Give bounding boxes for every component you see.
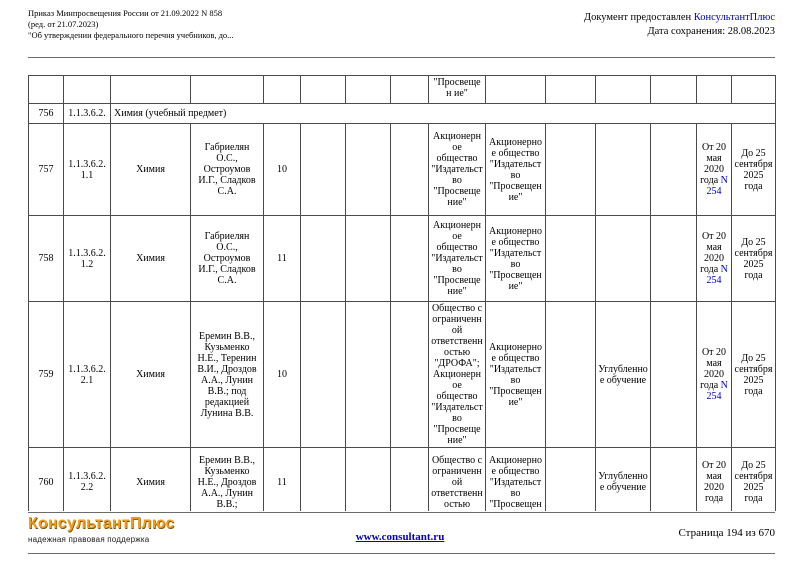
page-indicator: Страница 194 из 670 bbox=[678, 527, 775, 539]
consultantplus-link[interactable]: КонсультантПлюс bbox=[693, 12, 775, 23]
order-number-link[interactable]: N 254 bbox=[706, 175, 728, 197]
table-row bbox=[29, 124, 776, 216]
cell-publisher: Общество с ограниченной ответственностью "ДРОФА"; Акционерное общество "Издательство "Просвещение" bbox=[429, 302, 486, 448]
empty-cell bbox=[301, 216, 346, 302]
empty-cell bbox=[546, 76, 596, 104]
cell-level bbox=[596, 124, 651, 216]
cell-code: 1.1.3.6.2. bbox=[64, 104, 111, 124]
empty-cell bbox=[391, 76, 429, 104]
doc-title-line2: (ред. от 21.07.2023) bbox=[28, 18, 99, 29]
cell-rightsholder: Акционерное общество "Издательство "Просвещен bbox=[486, 448, 546, 512]
empty-cell bbox=[651, 302, 697, 448]
cell-code: 1.1.3.6.2.2.1 bbox=[64, 302, 111, 448]
cell-number: 760 bbox=[29, 448, 64, 512]
table-container bbox=[28, 75, 777, 511]
cell-code: 1.1.3.6.2.2.2 bbox=[64, 448, 111, 512]
empty-cell bbox=[301, 124, 346, 216]
empty-cell bbox=[651, 76, 697, 104]
empty-cell bbox=[486, 76, 546, 104]
provided-by-label: Документ предоставлен bbox=[583, 12, 692, 23]
document-header-meta bbox=[584, 11, 775, 39]
cell-subject: Химия bbox=[111, 124, 191, 216]
order-number-link[interactable]: N 254 bbox=[706, 380, 728, 402]
empty-cell bbox=[301, 76, 346, 104]
cell-rightsholder: Акционерное общество "Издательство "Просвещение" bbox=[486, 216, 546, 302]
cell-order bbox=[697, 302, 732, 448]
empty-cell bbox=[301, 302, 346, 448]
textbooks-table bbox=[28, 75, 776, 511]
cell-authors: Габриелян О.С., Остроумов И.Г., Сладков С.А. bbox=[191, 216, 264, 302]
empty-cell bbox=[264, 76, 301, 104]
empty-cell bbox=[697, 76, 732, 104]
empty-cell bbox=[596, 76, 651, 104]
cell-subject: Химия bbox=[111, 216, 191, 302]
cell-subject: Химия bbox=[111, 448, 191, 512]
empty-cell bbox=[346, 124, 391, 216]
cell-number: 757 bbox=[29, 124, 64, 216]
empty-cell bbox=[346, 76, 391, 104]
cell-level: Углубленное обучение bbox=[596, 302, 651, 448]
empty-cell bbox=[346, 216, 391, 302]
cell-publisher: Акционерное общество "Издательство "Просвещение" bbox=[429, 216, 486, 302]
empty-cell bbox=[546, 216, 596, 302]
cell-order bbox=[697, 124, 732, 216]
logo-wordmark: КонсультантПлюс bbox=[28, 515, 175, 532]
cell-level: Углубленное обучение bbox=[596, 448, 651, 512]
header-divider bbox=[28, 57, 775, 58]
empty-cell bbox=[64, 76, 111, 104]
doc-title-line3: "Об утверждении федерального перечня учебников, до... bbox=[28, 29, 234, 40]
cell-code: 1.1.3.6.2.1.2 bbox=[64, 216, 111, 302]
cell-authors: Еремин В.В., Кузьменко Н.Е., Дроздов А.А., Лунин В.В.; bbox=[191, 448, 264, 512]
cell-valid-until: До 25 сентября 2025 года bbox=[732, 302, 776, 448]
cell-subject: Химия bbox=[111, 302, 191, 448]
cell-grade: 10 bbox=[264, 124, 301, 216]
empty-cell bbox=[111, 76, 191, 104]
table-row bbox=[29, 448, 776, 512]
empty-cell bbox=[651, 216, 697, 302]
order-number-link[interactable]: N 254 bbox=[706, 264, 728, 286]
document-header-title bbox=[28, 8, 458, 41]
cell-authors: Еремин В.В., Кузьменко Н.Е., Теренин В.И., Дроздов А.А., Лунин В.В.; под редакцией Лунина В.В. bbox=[191, 302, 264, 448]
empty-cell bbox=[391, 124, 429, 216]
empty-cell bbox=[346, 302, 391, 448]
table-row bbox=[29, 302, 776, 448]
cell-order bbox=[697, 448, 732, 512]
empty-cell bbox=[29, 76, 64, 104]
empty-cell bbox=[391, 216, 429, 302]
empty-cell bbox=[391, 302, 429, 448]
cell-authors: Габриелян О.С., Остроумов И.Г., Сладков С.А. bbox=[191, 124, 264, 216]
logo-tagline: надежная правовая поддержка bbox=[28, 535, 150, 544]
cell-grade: 10 bbox=[264, 302, 301, 448]
footer-divider-top bbox=[28, 512, 775, 513]
cell-number: 756 bbox=[29, 104, 64, 124]
empty-cell bbox=[651, 124, 697, 216]
empty-cell bbox=[732, 76, 776, 104]
consultant-website-link[interactable]: www.consultant.ru bbox=[355, 531, 445, 543]
empty-cell bbox=[346, 448, 391, 512]
order-date: От 20 мая 2020 года bbox=[700, 231, 727, 275]
cell-publisher: Акционерное общество "Издательство "Просвещение" bbox=[429, 124, 486, 216]
order-date: От 20 мая 2020 года bbox=[700, 142, 727, 186]
cell-valid-until: До 25 сентября 2025 года bbox=[732, 448, 776, 512]
cell-number: 759 bbox=[29, 302, 64, 448]
empty-cell bbox=[301, 448, 346, 512]
cell-rightsholder: Акционерное общество "Издательство "Просвещение" bbox=[486, 302, 546, 448]
empty-cell bbox=[391, 448, 429, 512]
cell-publisher: Общество с ограниченной ответственностью bbox=[429, 448, 486, 512]
save-date: Дата сохранения: 28.08.2023 bbox=[647, 26, 775, 38]
empty-cell bbox=[546, 124, 596, 216]
cell-publisher-continued: "Просвещен ие" bbox=[429, 76, 486, 104]
order-date: От 20 мая 2020 года bbox=[701, 460, 727, 504]
table-row bbox=[29, 216, 776, 302]
table-row-continued bbox=[29, 76, 776, 104]
cell-valid-until: До 25 сентября 2025 года bbox=[732, 124, 776, 216]
table-section-row bbox=[29, 104, 776, 124]
empty-cell bbox=[191, 76, 264, 104]
cell-grade: 11 bbox=[264, 448, 301, 512]
empty-cell bbox=[546, 448, 596, 512]
order-date: От 20 мая 2020 года bbox=[700, 347, 727, 391]
doc-title-line1: Приказ Минпросвещения России от 21.09.2022 N 858 bbox=[28, 8, 223, 18]
cell-order bbox=[697, 216, 732, 302]
cell-section-title: Химия (учебный предмет) bbox=[111, 104, 776, 124]
empty-cell bbox=[651, 448, 697, 512]
provided-by-line bbox=[584, 11, 775, 25]
cell-level bbox=[596, 216, 651, 302]
cell-valid-until: До 25 сентября 2025 года bbox=[732, 216, 776, 302]
cell-code: 1.1.3.6.2.1.1 bbox=[64, 124, 111, 216]
cell-grade: 11 bbox=[264, 216, 301, 302]
cell-number: 758 bbox=[29, 216, 64, 302]
cell-rightsholder: Акционерное общество "Издательство "Просвещение" bbox=[486, 124, 546, 216]
footer-divider-bottom bbox=[28, 553, 775, 554]
empty-cell bbox=[546, 302, 596, 448]
